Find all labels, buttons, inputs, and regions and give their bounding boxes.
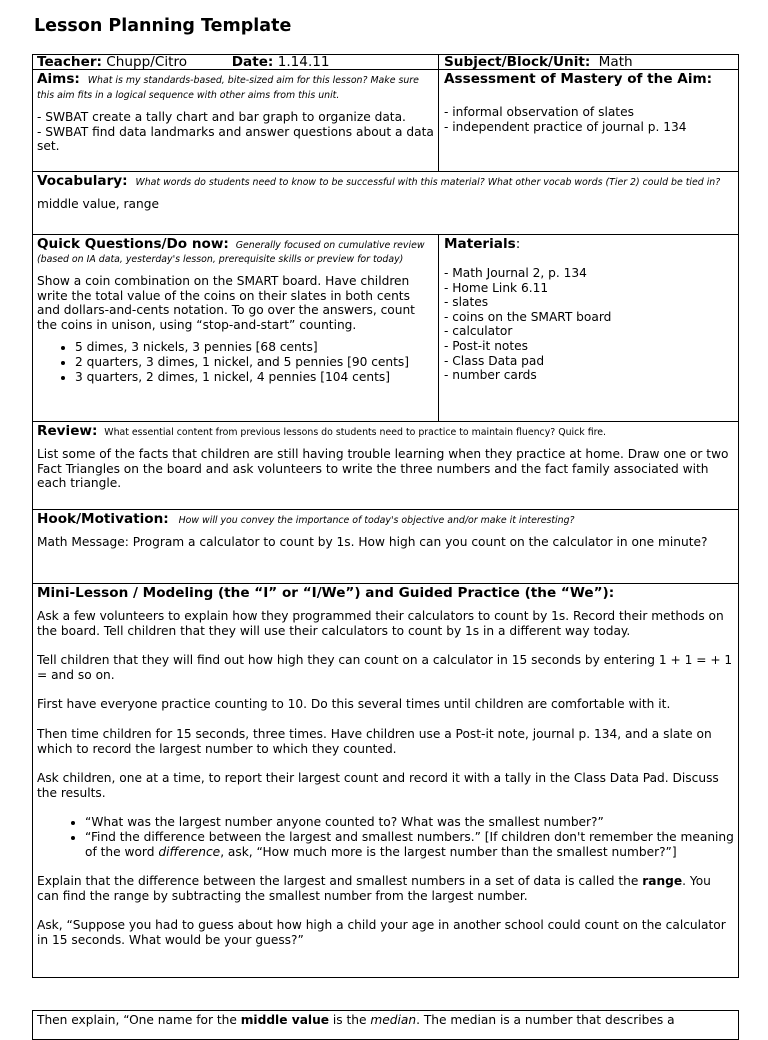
teacher-label: Teacher: xyxy=(37,55,102,69)
aims-label: Aims: xyxy=(37,71,80,87)
list-item: - coins on the SMART board xyxy=(444,309,612,324)
list-item: - slates xyxy=(444,295,489,310)
header-teacher-date xyxy=(37,55,433,69)
list-item-text: , ask, “How much more is the largest number than the smallest number?”] xyxy=(220,844,677,859)
quick-questions-cell xyxy=(37,236,434,421)
review-label: Review: xyxy=(37,423,98,439)
paragraph-text: . You can find the range by subtracting the smallest number from the largest number. xyxy=(37,874,711,903)
materials-label: Materials xyxy=(444,236,516,252)
term-median: median xyxy=(370,1013,417,1027)
continuation-text: Then explain, “One name for the xyxy=(37,1013,241,1027)
quick-questions-hint: Generally focused on cumulative review (based on IA data, yesterday's lesson, prerequisite skills or preview for today) xyxy=(37,240,425,265)
vocabulary-text: middle value, range xyxy=(37,197,159,211)
emphasis-difference: difference xyxy=(158,844,221,859)
subject-label: Subject/Block/Unit: xyxy=(444,55,591,69)
vocabulary-hint: What words do students need to know to be successful with this material? What other vocab words (Tier 2) could be tied in? xyxy=(135,177,721,188)
continuation-text: is the xyxy=(329,1013,371,1027)
quick-questions-label: Quick Questions/Do now: xyxy=(37,236,229,252)
teacher-value: Chupp/Citro xyxy=(106,55,188,69)
lesson-plan-table xyxy=(32,54,739,978)
subject-value: Math xyxy=(598,55,633,69)
date-label: Date: xyxy=(231,55,274,69)
discussion-list xyxy=(37,815,735,859)
date-value: 1.14.11 xyxy=(277,55,330,69)
list-item: - calculator xyxy=(444,324,513,339)
list-item: - number cards xyxy=(444,368,537,383)
coin-list xyxy=(37,340,434,384)
hook-label: Hook/Motivation: xyxy=(37,511,169,527)
assessment-label: Assessment of Mastery of the Aim: xyxy=(444,71,713,87)
hook-text: Math Message: Program a calculator to count by 1s. How high can you count on the calculator in one minute? xyxy=(37,535,708,549)
minilesson-paragraph: Ask a few volunteers to explain how they programmed their calculators to count by 1s. Record their methods on the board. Tell children that they will use their calculators to count by 1s in a different way today. xyxy=(37,609,724,638)
minilesson-paragraph: Ask, “Suppose you had to guess about how high a child your age in another school could count on the calculator in 15 seconds. What would be your guess?” xyxy=(37,918,726,947)
vocabulary-label: Vocabulary: xyxy=(37,173,128,189)
aims-cell xyxy=(37,71,434,171)
minilesson-paragraph: Tell children that they will find out how high they can count on a calculator in 15 seconds by entering 1 + 1 = + 1 = and so on. xyxy=(37,653,733,682)
materials-colon: : xyxy=(515,236,521,252)
next-page-continuation xyxy=(32,1010,739,1040)
minilesson-paragraph: Ask children, one at a time, to report their largest count and record it with a tally in the Class Data Pad. Discuss the results. xyxy=(37,771,719,800)
page-title: Lesson Planning Template xyxy=(34,16,292,36)
assessment-cell xyxy=(444,71,736,171)
review-cell xyxy=(37,423,735,509)
list-item: - Math Journal 2, p. 134 xyxy=(444,266,587,280)
minilesson-cell xyxy=(37,585,735,977)
minilesson-paragraph: First have everyone practice counting to 10. Do this several times until children are comfortable with it. xyxy=(37,697,671,712)
minilesson-label: Mini-Lesson / Modeling (the “I” or “I/We”) and Guided Practice (the “We”): xyxy=(37,585,615,601)
list-item: • 3 quarters, 2 dimes, 1 nickel, 4 pennies [104 cents] xyxy=(75,370,434,385)
materials-cell xyxy=(444,236,736,421)
list-item: • “What was the largest number anyone counted to? What was the smallest number?” xyxy=(85,815,735,830)
review-text: List some of the facts that children are still having trouble learning when they practice at home. Draw one or two Fact Triangles on the board and ask volunteers to write the three numbers and the fact family associated with each triangle. xyxy=(37,447,729,491)
aims-hint: What is my standards-based, bite-sized aim for this lesson? Make sure this aim fits in a logical sequence with other aims from this unit. xyxy=(37,75,419,101)
paragraph-text: Explain that the difference between the largest and smallest numbers in a set of data is called the xyxy=(37,874,643,889)
list-item xyxy=(85,830,735,859)
minilesson-paragraph xyxy=(37,874,735,903)
vocabulary-cell xyxy=(37,173,735,234)
quick-questions-text: Show a coin combination on the SMART board. Have children write the total value of the coins on their slates in both cents and dollars-and-cents notation. To go over the answers, count the coins in unison, using “stop-and-start” counting. xyxy=(37,274,415,332)
assessment-line-2: - independent practice of journal p. 134 xyxy=(444,119,687,134)
list-item: - Post-it notes xyxy=(444,338,529,353)
term-middle-value: middle value xyxy=(240,1013,330,1027)
term-range: range xyxy=(642,874,683,889)
aims-line-1: - SWBAT create a tally chart and bar graph to organize data. xyxy=(37,110,406,124)
header-subject xyxy=(444,55,734,69)
assessment-line-1: - informal observation of slates xyxy=(444,105,634,119)
aims-line-2: - SWBAT find data landmarks and answer questions about a data set. xyxy=(37,124,434,154)
list-item: - Class Data pad xyxy=(444,353,545,368)
list-item-text: “Find the difference between the largest and smallest numbers.” [If children don't remember the meaning of the word xyxy=(85,829,734,859)
hook-cell xyxy=(37,511,735,583)
hook-hint: How will you convey the importance of today's objective and/or make it interesting? xyxy=(178,515,575,526)
minilesson-paragraph: Then time children for 15 seconds, three times. Have children use a Post-it note, journal p. 134, and a slate on which to record the largest number to which they counted. xyxy=(37,726,712,756)
continuation-text: . The median is a number that describes a xyxy=(416,1013,675,1027)
list-item: - Home Link 6.11 xyxy=(444,280,549,295)
list-item: • 5 dimes, 3 nickels, 3 pennies [68 cents] xyxy=(75,340,434,355)
review-hint: What essential content from previous lessons do students need to practice to maintain fluency? Quick fire. xyxy=(104,427,607,438)
list-item: • 2 quarters, 3 dimes, 1 nickel, and 5 pennies [90 cents] xyxy=(75,355,434,370)
